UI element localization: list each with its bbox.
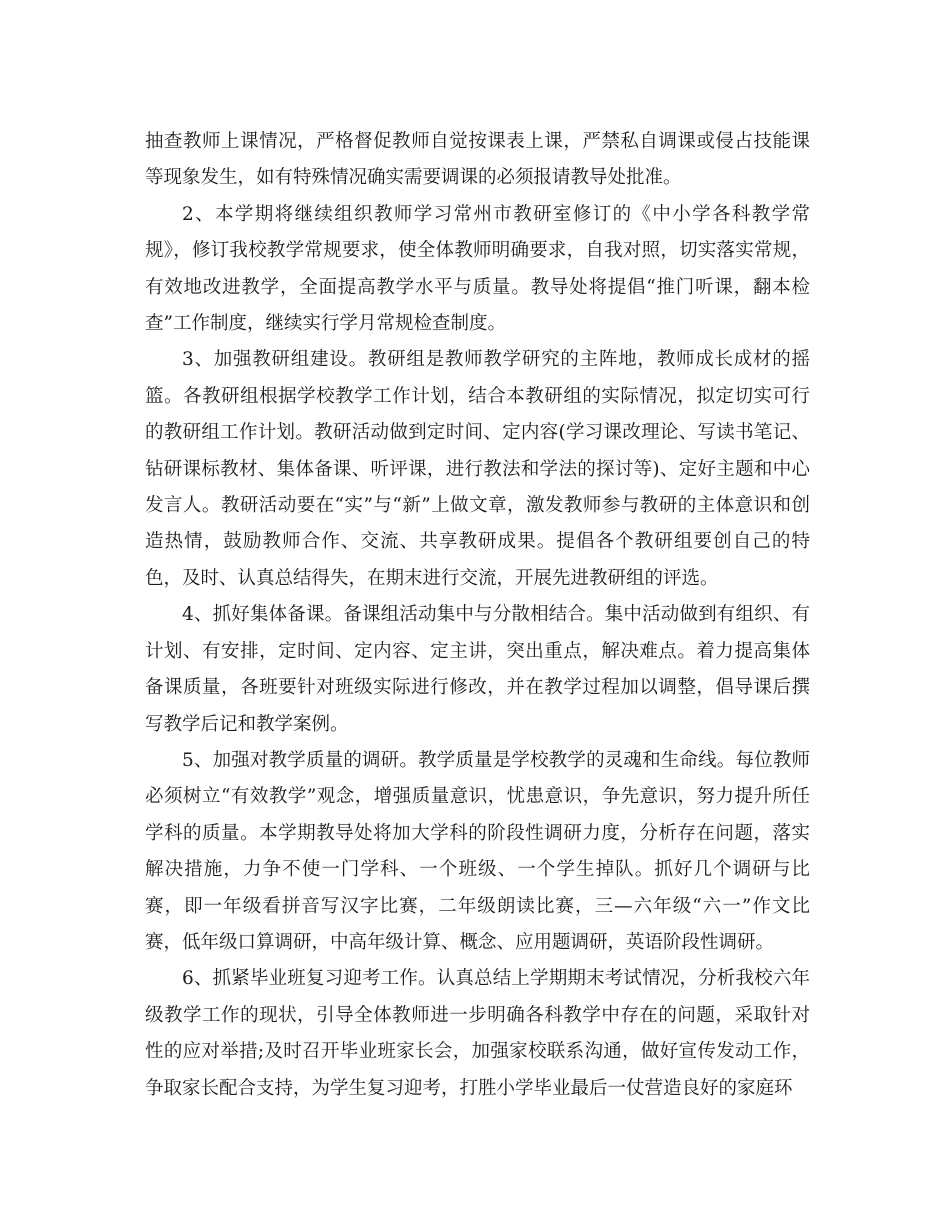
paragraph-item-4: 4、抓好集体备课。备课组活动集中与分散相结合。集中活动做到有组织、有计划、有安排，定时间、定内容、定主讲，突出重点，解决难点。着力提高集体备课质量，各班要针对班级实际进行修改，并在教学过程加以调整，倡导课后撰写教学后记和教学案例。: [145, 604, 810, 735]
document-body: [145, 124, 810, 1107]
paragraph-item-2: 2、本学期将继续组织教师学习常州市教研室修订的《中小学各科教学常规》，修订我校教学常规要求，使全体教师明确要求，自我对照，切实落实常规，有效地改进教学，全面提高教学水平与质量。教导处将提倡“推门听课，翻本检查”工作制度，继续实行学月常规检查制度。: [145, 203, 810, 335]
paragraph-continuation: 抽查教师上课情况，严格督促教师自觉按课表上课，严禁私自调课或侵占技能课等现象发生，如有特殊情况确实需要调课的必须报请教导处批准。: [145, 131, 810, 189]
paragraph-item-5: 5、加强对教学质量的调研。教学质量是学校教学的灵魂和生命线。每位教师必须树立“有效教学”观念，增强质量意识，忧患意识，争先意识，努力提升所任学科的质量。本学期教导处将加大学科的阶段性调研力度，分析存在问题，落实解决措施，力争不使一门学科、一个班级、一个学生掉队。抓好几个调研与比赛，即一年级看拼音写汉字比赛，二年级朗读比赛，三—六年级“六一”作文比赛，低年级口算调研，中高年级计算、概念、应用题调研，英语阶段性调研。: [145, 749, 810, 953]
paragraph-item-6: 6、抓紧毕业班复习迎考工作。认真总结上学期期末考试情况，分析我校六年级教学工作的现状，引导全体教师进一步明确各科教学中存在的问题，采取针对性的应对举措;及时召开毕业班家长会，加强家校联系沟通，做好宣传发动工作，争取家长配合支持，为学生复习迎考，打胜小学毕业最后一仗营造良好的家庭环: [145, 968, 810, 1099]
paragraph-item-3: 3、加强教研组建设。教研组是教师教学研究的主阵地，教师成长成材的摇篮。各教研组根据学校教学工作计划，结合本教研组的实际情况，拟定切实可行的教研组工作计划。教研活动做到定时间、定内容(学习课改理论、写读书笔记、钻研课标教材、集体备课、听评课，进行教法和学法的探讨等)、定好主题和中心发言人。教研活动要在“实”与“新”上做文章，激发教师参与教研的主体意识和创造热情，鼓励教师合作、交流、共享教研成果。提倡各个教研组要创自己的特色，及时、认真总结得失，在期末进行交流，开展先进教研组的评选。: [145, 349, 810, 589]
